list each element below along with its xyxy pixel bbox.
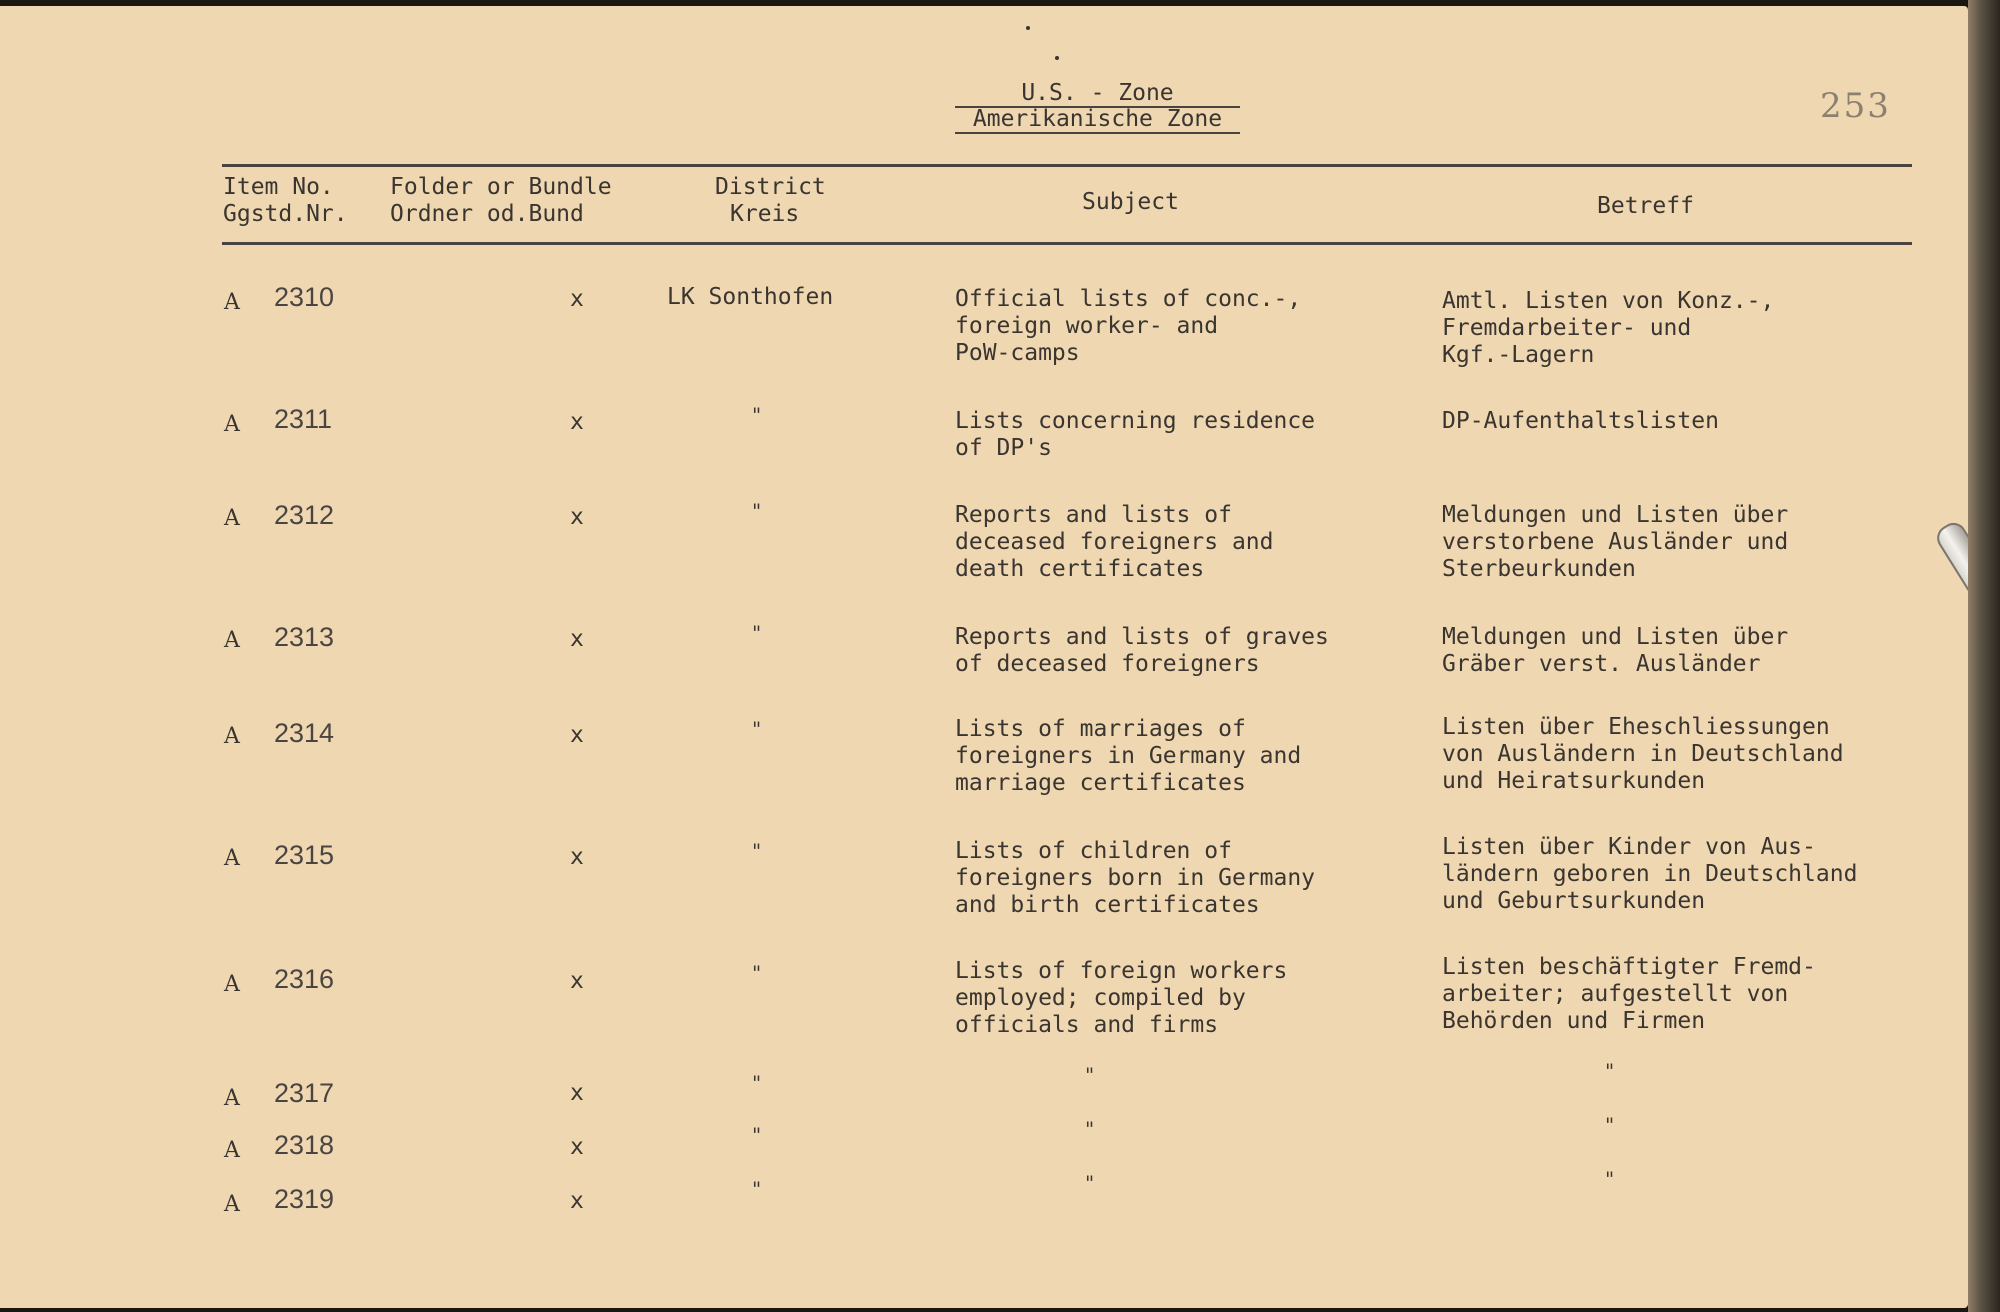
- col-header-folder-en: Folder or Bundle: [390, 174, 612, 200]
- item-number: 2311: [274, 404, 333, 434]
- district-ditto: ": [752, 961, 762, 985]
- district: LK Sonthofen: [667, 284, 834, 310]
- folder-mark: x: [570, 1134, 584, 1160]
- subject-ditto: ": [1085, 1063, 1095, 1087]
- page-number: 253: [1820, 86, 1891, 126]
- subject-text: Reports and lists of deceased foreigners and death certificates: [955, 502, 1274, 582]
- subject-text: Lists concerning residence of DP's: [955, 408, 1316, 461]
- zone-title-en: U.S. - Zone: [1021, 80, 1174, 106]
- subject-text: Lists of children of foreigners born in Germany and birth certificates: [955, 838, 1316, 918]
- district-ditto: ": [752, 499, 762, 523]
- district-ditto: ": [752, 621, 762, 645]
- district-ditto: ": [752, 717, 762, 741]
- folder-mark: x: [570, 504, 584, 530]
- item-number: 2318: [274, 1130, 335, 1160]
- subject-ditto: ": [1085, 1117, 1095, 1141]
- document-page: [0, 6, 1968, 1308]
- betreff-text: DP-Aufenthaltslisten: [1442, 408, 1719, 434]
- ink-dot: [1026, 26, 1030, 30]
- district-ditto: ": [752, 403, 762, 427]
- folder-mark: x: [570, 968, 584, 994]
- district-ditto: ": [752, 839, 762, 863]
- betreff-ditto: ": [1605, 1113, 1615, 1137]
- folder-mark: x: [570, 722, 584, 748]
- col-header-district-en: District: [715, 174, 826, 200]
- betreff-text: Meldungen und Listen über verstorbene Ausländer und Sterbeurkunden: [1442, 502, 1789, 582]
- item-number: 2312: [274, 500, 335, 530]
- item-prefix: A: [224, 1138, 240, 1163]
- item-prefix: A: [224, 506, 240, 531]
- item-number: 2314: [274, 718, 335, 748]
- item-number: 2317: [274, 1078, 335, 1108]
- subject-ditto: ": [1085, 1171, 1095, 1195]
- folder-mark: x: [570, 409, 584, 435]
- subject-text: Lists of marriages of foreigners in Germany and marriage certificates: [955, 716, 1302, 796]
- item-prefix: A: [224, 846, 240, 871]
- subject-text: Reports and lists of graves of deceased foreigners: [955, 624, 1329, 677]
- district-ditto: ": [752, 1123, 762, 1147]
- item-prefix: A: [224, 972, 240, 997]
- betreff-text: Meldungen und Listen über Gräber verst. Ausländer: [1442, 624, 1789, 677]
- item-number: 2316: [274, 964, 335, 994]
- subject-text: Official lists of conc.-, foreign worker- and PoW-camps: [955, 286, 1302, 366]
- page-edge-shadow: [1968, 0, 2000, 1312]
- folder-mark: x: [570, 626, 584, 652]
- folder-mark: x: [570, 1188, 584, 1214]
- district-ditto: ": [752, 1071, 762, 1095]
- item-prefix: A: [224, 628, 240, 653]
- betreff-ditto: ": [1605, 1167, 1615, 1191]
- item-prefix: A: [224, 724, 240, 749]
- col-header-item-de: Ggstd.Nr.: [223, 201, 348, 227]
- item-number: 2315: [274, 840, 335, 870]
- header-bottom-rule: [222, 242, 1912, 245]
- zone-title-underline: [955, 132, 1240, 134]
- subject-text: Lists of foreign workers employed; compiled by officials and firms: [955, 958, 1288, 1038]
- betreff-text: Listen beschäftigter Fremd- arbeiter; aufgestellt von Behörden und Firmen: [1442, 954, 1816, 1034]
- folder-mark: x: [570, 844, 584, 870]
- item-prefix: A: [224, 412, 240, 437]
- district-ditto: ": [752, 1177, 762, 1201]
- col-header-betreff: Betreff: [1597, 193, 1694, 219]
- folder-mark: x: [570, 1080, 584, 1106]
- folder-mark: x: [570, 286, 584, 312]
- betreff-text: Amtl. Listen von Konz.-, Fremdarbeiter- und Kgf.-Lagern: [1442, 288, 1775, 368]
- col-header-district-de: Kreis: [730, 201, 800, 227]
- zone-title-de: Amerikanische Zone: [972, 106, 1223, 132]
- item-number: 2313: [274, 622, 335, 652]
- item-prefix: A: [224, 290, 240, 315]
- ink-dot: [1055, 56, 1059, 60]
- header-top-rule: [222, 164, 1912, 167]
- col-header-subject: Subject: [1082, 189, 1179, 215]
- item-number: 2319: [274, 1184, 335, 1214]
- col-header-folder-de: Ordner od.Bund: [390, 201, 584, 227]
- item-prefix: A: [224, 1192, 240, 1217]
- betreff-text: Listen über Eheschliessungen von Ausländern in Deutschland und Heiratsurkunden: [1442, 714, 1844, 794]
- col-header-item-en: Item No.: [223, 174, 334, 200]
- item-number: 2310: [274, 282, 335, 312]
- betreff-text: Listen über Kinder von Aus- ländern geboren in Deutschland und Geburtsurkunden: [1442, 834, 1858, 914]
- item-prefix: A: [224, 1086, 240, 1111]
- betreff-ditto: ": [1605, 1059, 1615, 1083]
